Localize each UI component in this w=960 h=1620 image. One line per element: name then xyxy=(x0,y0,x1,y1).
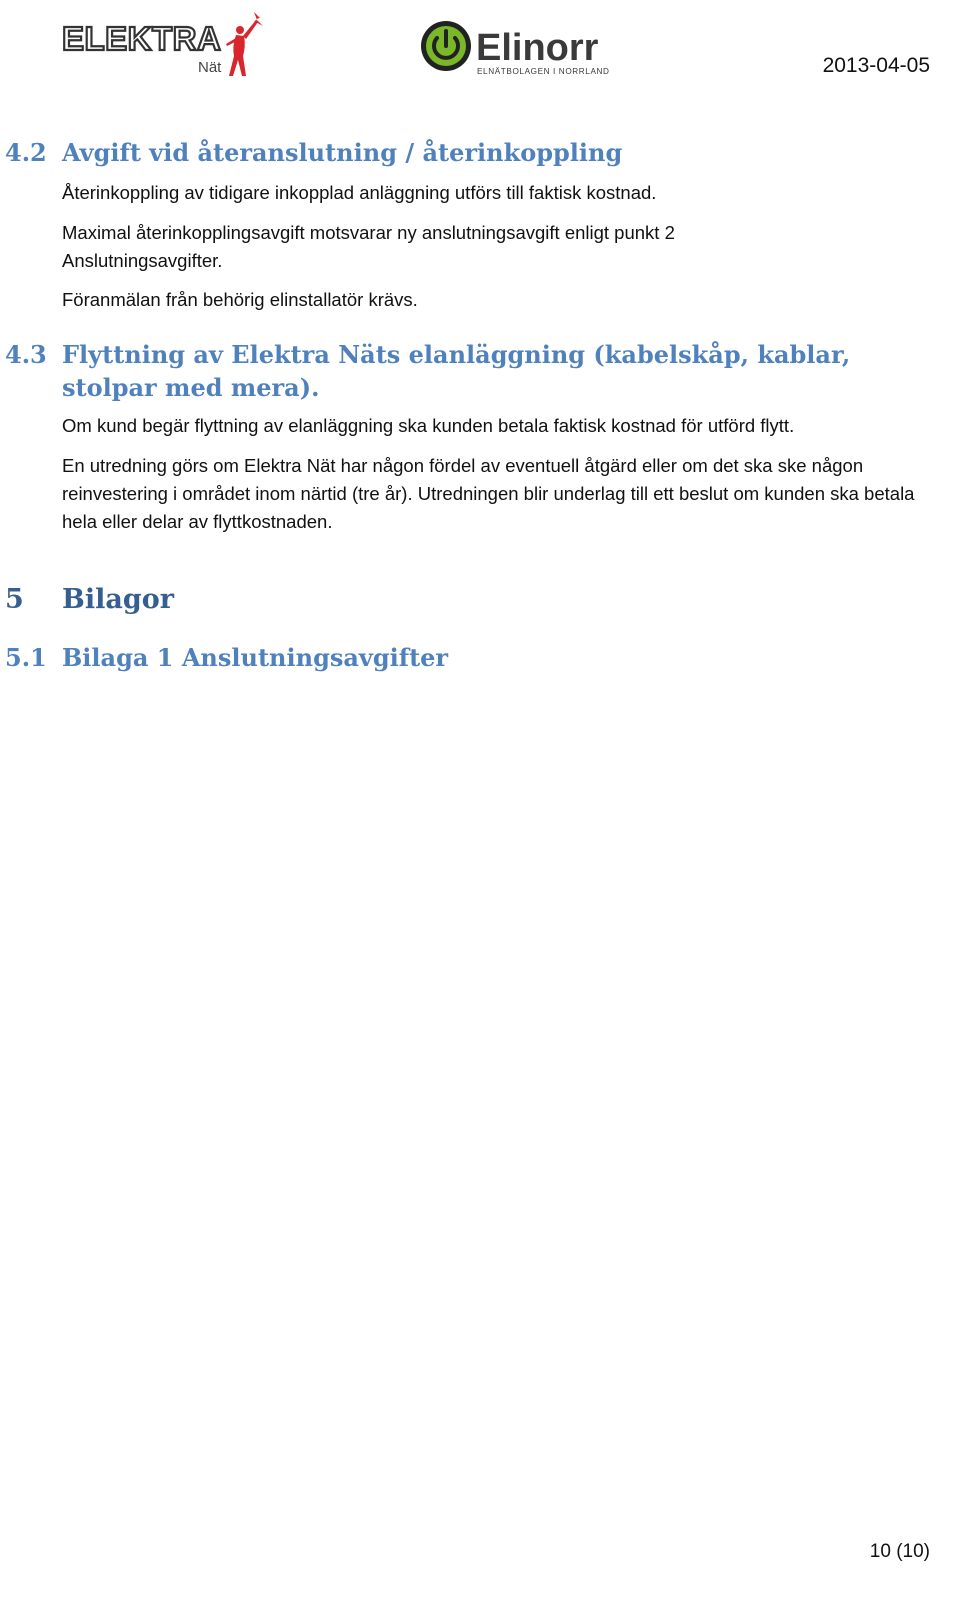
section-4-3-paragraph-2: En utredning görs om Elektra Nät har någon fördel av eventuell åtgärd eller om det ska ske någon reinvestering i området inom närtid (tre år). Utredningen blir underlag till ett beslut om kunden ska betala hela eller delar av flyttkostnaden. xyxy=(62,455,915,532)
section-4-2-heading xyxy=(5,136,623,169)
section-number: 4.3 xyxy=(5,340,47,369)
section-title: Bilaga 1 Anslutningsavgifter xyxy=(62,643,449,672)
elektra-logo-wordmark: ELEKTRA xyxy=(62,20,222,57)
page-header xyxy=(0,0,960,110)
elektra-nat-logo xyxy=(60,6,270,82)
section-4-2-paragraph-1: Återinkoppling av tidigare inkopplad anläggning utförs till faktisk kostnad. xyxy=(62,182,657,203)
section-5-heading xyxy=(5,583,174,617)
power-button-icon xyxy=(421,21,471,71)
section-title: Flyttning av Elektra Näts elanläggning (kabelskåp, kablar, stolpar med mera). xyxy=(62,340,851,402)
section-number: 5 xyxy=(5,584,24,615)
section-title: Avgift vid återanslutning / återinkoppling xyxy=(62,138,623,167)
elinorr-logo xyxy=(420,18,615,78)
section-number: 5.1 xyxy=(5,643,47,672)
section-4-2-paragraph-2: Maximal återinkopplingsavgift motsvarar ny anslutningsavgift enligt punkt 2 Anslutningsavgifter. xyxy=(62,222,675,271)
elektra-figure-icon xyxy=(226,12,263,76)
document-date: 2013-04-05 xyxy=(822,54,930,77)
elektra-logo-subtext: Nät xyxy=(198,59,222,76)
elinorr-logo-wordmark: Elinorr xyxy=(476,27,599,69)
section-title: Bilagor xyxy=(62,584,174,615)
section-4-2-paragraph-3: Föranmälan från behörig elinstallatör krävs. xyxy=(62,289,418,310)
elinorr-logo-tagline: ELNÄTBOLAGEN I NORRLAND xyxy=(477,67,610,76)
section-4-3-paragraph-1: Om kund begär flyttning av elanläggning ska kunden betala faktisk kostnad för utförd flytt. xyxy=(62,415,795,436)
section-4-3-heading xyxy=(5,338,851,402)
section-number: 4.2 xyxy=(5,138,47,167)
section-5-1-heading xyxy=(5,641,449,674)
page-number: 10 (10) xyxy=(869,1541,930,1562)
